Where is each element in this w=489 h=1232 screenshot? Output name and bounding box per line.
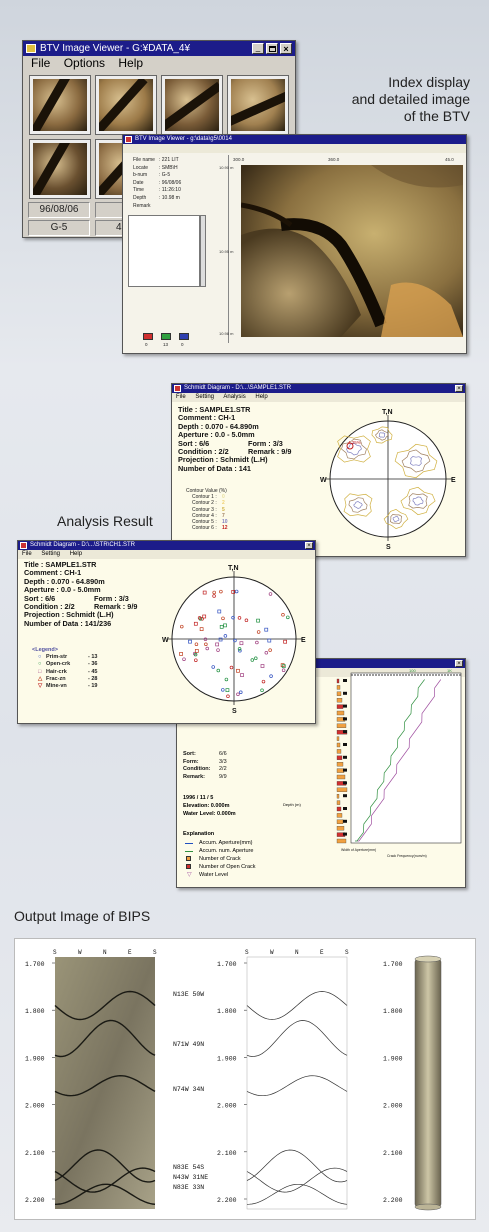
west-label: W: [320, 477, 327, 484]
depth-label: 1.800: [25, 1008, 45, 1016]
strike-dip-label: N43W 31NE: [173, 1174, 209, 1181]
graph-legend-row: [183, 863, 313, 871]
crack-bar: [337, 794, 339, 798]
graph-legend-label: Accum. num. Aperture: [199, 848, 254, 854]
depth-label: 1.900: [217, 1055, 237, 1063]
depth-label: 1.900: [25, 1055, 45, 1063]
graph-legend-label: Number of Open Crack: [199, 864, 256, 870]
info-projection: Projection : Schmidt (L.H): [24, 610, 114, 620]
file-info-label: File name: [133, 157, 155, 163]
menu-help[interactable]: Help: [69, 551, 83, 557]
graph-setting-value: 9/9: [219, 773, 227, 780]
thumbnail-crack: [99, 79, 148, 131]
contour-legend-row: [192, 525, 266, 531]
crack-bar: [337, 775, 345, 779]
info-remark: Remark : 9/9: [94, 602, 138, 612]
crack-bar: [337, 762, 343, 766]
graph-legend-row: [183, 847, 313, 855]
crack-bar: [337, 807, 341, 811]
crack-bar: [337, 756, 342, 760]
info-condition: Condition : 2/2: [178, 447, 229, 457]
open-crack-bar: [343, 705, 347, 708]
btv-detail-window: [122, 134, 467, 354]
file-info-row: [133, 203, 223, 211]
thumbnail-photo: [231, 79, 285, 131]
file-info-label: b-num: [133, 172, 148, 179]
core-depth-label: 2.200: [383, 1197, 403, 1204]
left-scale-label: 10.90 m: [219, 165, 234, 170]
schmidt-scatter-window: [17, 540, 316, 724]
scatter-legend-row: [38, 683, 132, 690]
compass-label: W: [270, 949, 274, 956]
compass-label: W: [78, 949, 82, 956]
north-label: T,N: [228, 565, 239, 572]
file-info-value: : 11:26:10: [159, 187, 181, 194]
btv-detail-menubar: [123, 144, 466, 153]
crack-bar: [337, 839, 346, 843]
info-num-data: Number of Data : 141/236: [24, 618, 112, 628]
file-info-value: : 96/08/06: [159, 179, 182, 186]
scatter-legend-row: [38, 661, 132, 668]
graph-legend-line: [185, 851, 193, 852]
open-crack-bar: [343, 679, 347, 682]
top-scale-label: 45.0: [445, 157, 454, 162]
maximize-icon: [269, 46, 276, 52]
info-sort: Sort : 6/6: [178, 438, 210, 448]
remark-textbox[interactable]: [128, 215, 200, 287]
caption-index-display: Index display and detailed image of the BTV: [351, 74, 470, 124]
scatter-legend-label: Mine-vn: [46, 682, 67, 689]
rgb-indicator: [143, 333, 213, 351]
contour-legend-label: Contour 3 :: [192, 506, 217, 513]
scatter-legend-row: [38, 654, 132, 661]
scatter-legend-label: Open-crk: [46, 661, 71, 668]
open-crack-bar: [343, 743, 347, 746]
thumbnail-crack: [165, 82, 219, 131]
scatter-legend-symbol: □: [38, 668, 42, 675]
close-button[interactable]: ×: [455, 660, 463, 667]
graph-legend-row: [183, 871, 313, 879]
bottom-axis-label-right: Crack Frequency(num/m): [387, 854, 427, 858]
top-scale-label: 300.0: [233, 157, 245, 162]
crack-bar: [337, 724, 346, 728]
close-button[interactable]: ×: [280, 43, 292, 54]
graph-setting-row: [183, 759, 303, 767]
file-info-value: : 221 LIT: [159, 157, 179, 163]
graph-setting-value: 2/2: [219, 766, 227, 773]
crack-bar: [337, 769, 344, 773]
info-form: Form : 3/3: [94, 593, 129, 603]
close-button[interactable]: ×: [455, 385, 463, 392]
depth-label: 2.000: [217, 1102, 237, 1110]
info-num-data: Number of Data : 141: [178, 463, 251, 473]
core-top: [415, 956, 441, 962]
maximize-button[interactable]: [266, 43, 278, 54]
bottom-axis-label-left: Width of Aperture(mm): [341, 848, 377, 852]
scatter-legend-symbol: ○: [38, 654, 42, 661]
caption-analysis-result: Analysis Result: [57, 513, 153, 529]
info-depth: Depth : 0.070 - 64.890m: [24, 576, 105, 586]
bips-figure: [15, 939, 475, 1219]
info-title: Title : SAMPLE1.STR: [24, 560, 97, 569]
crack-bar: [337, 679, 339, 683]
menu-file[interactable]: File: [31, 56, 51, 70]
file-info-label: Locate: [133, 164, 149, 171]
crack-bar: [337, 711, 344, 715]
east-label: E: [301, 637, 306, 644]
open-crack-bar: [343, 820, 347, 823]
schmidt-scatter-titlebar[interactable]: [18, 541, 315, 550]
thumbnail-crack: [231, 89, 285, 130]
info-sort: Sort : 6/6: [24, 593, 56, 603]
scatter-legend-count: - 19: [88, 682, 98, 689]
graph-setting-label: Condition:: [183, 766, 211, 773]
scatter-legend-title: <Legend>: [32, 647, 58, 653]
file-info-row: [133, 180, 223, 188]
graph-legend-label: Accum. Aperture(mm): [199, 840, 253, 846]
btv-detail-title: BTV Image Viewer - g:\data\g5\0014: [135, 136, 232, 142]
schmidt-scatter-title: Schmidt Diagram - D:\...\STR\CH1.STR: [30, 542, 136, 548]
schmidt-scatter-net: [158, 563, 316, 723]
thumbnail-image[interactable]: [29, 75, 91, 135]
caption-output-bips: Output Image of BIPS: [14, 908, 151, 924]
core-depth-label: 2.000: [383, 1102, 403, 1110]
graph-legend-label: Water Level: [199, 872, 229, 878]
schmidt-contour-titlebar[interactable]: [172, 384, 465, 393]
depth-label: 1.700: [217, 961, 237, 968]
open-crack-bar: [343, 781, 347, 784]
rgb-value: 0: [181, 342, 184, 347]
btv-index-titlebar[interactable]: [23, 41, 295, 56]
menu-help[interactable]: Help: [255, 394, 268, 400]
graph-elevation: Elevation: 0.000m: [183, 803, 230, 809]
info-comment: Comment : CH-1: [178, 413, 236, 423]
info-aperture: Aperture : 0.0 - 5.0mm: [24, 585, 101, 595]
schmidt-contour-menubar: [172, 393, 465, 402]
graph-date: 1996 / 11 / 5: [183, 795, 214, 801]
graph-legend-row: [183, 839, 313, 847]
top-tick-label: 100: [409, 669, 416, 673]
thumbnail-image[interactable]: [95, 75, 157, 135]
strike-dip-label: N13E 50W: [173, 991, 205, 998]
btv-index-title: BTV Image Viewer - G:¥DATA_4¥: [40, 43, 191, 54]
open-crack-bar: [343, 756, 347, 759]
graph-setting-label: Sort:: [183, 751, 196, 757]
top-tick-label: 1K: [447, 669, 452, 673]
crack-bar: [337, 737, 339, 741]
thumbnail-photo: [165, 79, 219, 131]
graph-settings-panel: [183, 751, 303, 781]
aperture-plot: [307, 669, 465, 881]
file-info-value: : SMB\H: [159, 164, 178, 171]
south-label: S: [232, 708, 237, 715]
core-depth-label: 1.900: [383, 1055, 403, 1063]
bips-core-image: [415, 959, 441, 1207]
rgb-swatch: [143, 333, 153, 340]
app-icon: [125, 136, 132, 143]
file-info-label: Remark: [133, 202, 151, 209]
info-title: Title : SAMPLE1.STR: [178, 405, 251, 414]
north-label: T,N: [382, 409, 393, 416]
graph-setting-label: Remark:: [183, 773, 206, 780]
bips-trace-frame: [247, 957, 347, 1209]
depth-label: 2.200: [25, 1197, 45, 1204]
scatter-legend-count: - 36: [88, 661, 98, 668]
explanation-title: Explanation: [183, 831, 215, 837]
depth-label: 2.100: [217, 1149, 237, 1157]
schmidt-contour-net: [312, 406, 464, 556]
open-crack-bar: [343, 794, 347, 797]
contour-max-label: 4.25%: [348, 440, 361, 445]
depth-label: 2.100: [25, 1149, 45, 1157]
graph-setting-row: [183, 766, 303, 774]
contour-legend-value: 2: [222, 500, 225, 507]
app-icon: [26, 44, 36, 53]
crack-bar: [337, 826, 344, 830]
info-form: Form : 3/3: [248, 438, 283, 448]
scatter-legend-rows: [32, 654, 132, 690]
graph-legend-row: [183, 855, 313, 863]
info-remark: Remark : 9/9: [248, 447, 292, 457]
rgb-value: 13: [163, 342, 169, 347]
graph-setting-row: [183, 774, 303, 782]
scatter-legend-row: [38, 676, 132, 683]
rgb-value: 0: [145, 342, 148, 347]
water-level-icon: ▽: [187, 872, 192, 878]
west-label: W: [162, 637, 169, 644]
graph-legend-box: [186, 856, 191, 861]
contour-legend-label: Contour 6 :: [192, 525, 217, 532]
bips-output-panel: [14, 938, 476, 1220]
rgb-swatch: [161, 333, 171, 340]
file-info-row: [133, 165, 223, 173]
info-condition-remark: [178, 448, 328, 456]
contour-legend-value: 7: [222, 512, 225, 519]
scatter-legend-label: Frac-zn: [46, 675, 66, 682]
info-aperture: Aperture : 0.0 - 5.0mm: [178, 430, 255, 440]
scatter-legend-count: - 13: [88, 654, 98, 661]
left-scale-label: 10.95 m: [219, 249, 234, 254]
open-crack-bar: [343, 717, 347, 720]
left-scale: [219, 165, 239, 345]
contour-legend-value: 5: [222, 506, 225, 513]
info-condition: Condition : 2/2: [24, 602, 75, 612]
menu-file[interactable]: File: [22, 551, 32, 557]
crack-bar: [337, 749, 341, 753]
open-crack-bar: [343, 730, 347, 733]
schmidt-contour-title: Schmidt Diagram - D:\...\SAMPLE1.STR: [184, 385, 292, 391]
contour-legend-label: Contour 1 :: [192, 494, 217, 501]
schmidt-contour-window: [171, 383, 466, 557]
graph-water-level: Water Level: 0.000m: [183, 811, 236, 817]
file-info-panel: [133, 157, 223, 210]
contour-legend-value: 0: [222, 494, 225, 501]
top-scale: [233, 157, 463, 165]
compass-label: E: [128, 949, 132, 956]
thumbnail-image[interactable]: [227, 75, 289, 135]
thumbnail-photo: [33, 143, 87, 195]
btv-detail-titlebar[interactable]: [123, 135, 466, 144]
crack-bar: [337, 788, 347, 792]
scatter-legend-label: Hair-crk: [46, 668, 67, 675]
compass-label: S: [53, 949, 57, 956]
scatter-legend-symbol: ▽: [38, 682, 43, 689]
depth-label: 1.800: [217, 1008, 237, 1016]
depth-label: 2.200: [217, 1197, 237, 1204]
app-icon: [20, 542, 27, 549]
thumbnail-crack: [33, 79, 71, 131]
file-info-value: : 10.98 m: [159, 194, 180, 201]
graph-setting-value: 6/6: [219, 751, 227, 757]
app-icon: [174, 385, 181, 392]
rgb-swatch: [179, 333, 189, 340]
top-scale-label: 360.0: [328, 157, 340, 162]
scatter-legend-count: - 45: [88, 668, 98, 675]
open-crack-bar: [343, 692, 347, 695]
compass-label: E: [320, 949, 324, 956]
file-info-value: : G-5: [159, 172, 171, 179]
depth-axis-label: Depth (m): [283, 802, 301, 807]
strike-dip-label: N83E 33N: [173, 1184, 205, 1191]
open-crack-bar: [343, 769, 347, 772]
open-crack-bar: [343, 833, 347, 836]
core-depth-label: 1.700: [383, 961, 403, 968]
crack-bar: [337, 813, 342, 817]
graph-legend-box: [186, 864, 191, 869]
left-scale-label: 10.98 m: [219, 331, 234, 336]
core-depth-label: 1.800: [383, 1008, 403, 1016]
menu-setting[interactable]: Setting: [195, 394, 215, 400]
remark-scrollbar[interactable]: [200, 215, 206, 287]
graph-setting-value: 3/3: [219, 758, 227, 765]
compass-label: S: [345, 949, 349, 956]
contour-info-panel: [178, 406, 328, 473]
info-comment: Comment : CH-1: [24, 568, 82, 578]
crack-bar: [337, 743, 340, 747]
graph-legend-label: Number of Crack: [199, 856, 241, 862]
scatter-legend-count: - 28: [88, 675, 98, 682]
contour-legend-label: Contour 5 :: [192, 518, 217, 525]
strike-dip-label: N83E 54S: [173, 1164, 205, 1171]
strike-dip-label: N71W 49N: [173, 1041, 205, 1048]
contour-legend-value: 10: [222, 518, 228, 525]
scatter-legend-label: Prim-str: [46, 654, 68, 661]
minimize-button[interactable]: _: [252, 43, 264, 54]
thumbnail-image[interactable]: [29, 139, 91, 199]
crack-bar: [337, 685, 340, 689]
crack-bar: [337, 692, 341, 696]
contour-legend-rows: [186, 494, 266, 531]
compass-label: N: [103, 949, 107, 956]
location-field: G-5: [28, 220, 90, 236]
contour-legend-title: Contour Value (%): [186, 488, 227, 494]
contour-legend-value: 12: [222, 525, 228, 532]
core-depth-label: 2.100: [383, 1149, 403, 1157]
file-info-row: [133, 157, 223, 165]
scatter-legend: [32, 647, 132, 690]
thumbnail-photo: [99, 79, 153, 131]
graph-legend-line: [185, 843, 193, 844]
depth-label: 1.700: [25, 961, 45, 968]
menu-help[interactable]: Help: [118, 56, 144, 70]
menu-analysis[interactable]: Analysis: [223, 394, 246, 400]
file-info-row: [133, 172, 223, 180]
info-projection: Projection : Schmidt (L.H): [178, 455, 268, 465]
south-label: S: [386, 544, 391, 551]
core-bottom: [415, 1204, 441, 1210]
btv-index-menubar: [23, 56, 295, 71]
date-field-2: [95, 202, 125, 218]
plot-frame: [351, 673, 461, 843]
open-crack-bar: [343, 807, 347, 810]
contour-legend: [186, 488, 266, 531]
count-field: 4: [95, 220, 125, 236]
file-info-row: [133, 195, 223, 203]
file-info-row: [133, 187, 223, 195]
menu-file[interactable]: File: [176, 394, 186, 400]
scatter-legend-row: [38, 669, 132, 676]
file-info-label: Depth: [133, 194, 147, 201]
file-info-label: Time: [133, 187, 144, 194]
thumbnail-image[interactable]: [161, 75, 223, 135]
crack-bar: [337, 705, 343, 709]
crack-bar: [337, 698, 342, 702]
thumbnail-photo: [33, 79, 87, 131]
scatter-legend-symbol: △: [38, 675, 43, 682]
graph-setting-row: [183, 751, 303, 759]
borehole-wall-image: [241, 165, 463, 337]
contour-legend-label: Contour 2 :: [192, 500, 217, 507]
east-label: E: [451, 477, 456, 484]
graph-legend: [183, 839, 313, 879]
date-field: 96/08/06: [28, 202, 90, 218]
depth-label: 2.000: [25, 1102, 45, 1110]
compass-label: S: [245, 949, 249, 956]
menu-options[interactable]: Options: [63, 56, 106, 70]
info-depth: Depth : 0.070 - 64.890m: [178, 421, 259, 431]
file-info-label: Date: [133, 179, 144, 186]
scatter-legend-symbol: ○: [38, 661, 42, 668]
menu-setting[interactable]: Setting: [41, 551, 61, 557]
contour-legend-label: Contour 4 :: [192, 512, 217, 519]
crack-bar: [337, 820, 343, 824]
crack-bar: [337, 801, 340, 805]
compass-label: S: [153, 949, 157, 956]
close-button[interactable]: ×: [305, 542, 313, 549]
graph-setting-label: Form:: [183, 758, 199, 765]
schmidt-scatter-menubar: [18, 550, 315, 559]
strike-dip-label: N74W 34N: [173, 1086, 205, 1093]
thumbnail-crack: [33, 143, 71, 195]
compass-label: N: [295, 949, 299, 956]
